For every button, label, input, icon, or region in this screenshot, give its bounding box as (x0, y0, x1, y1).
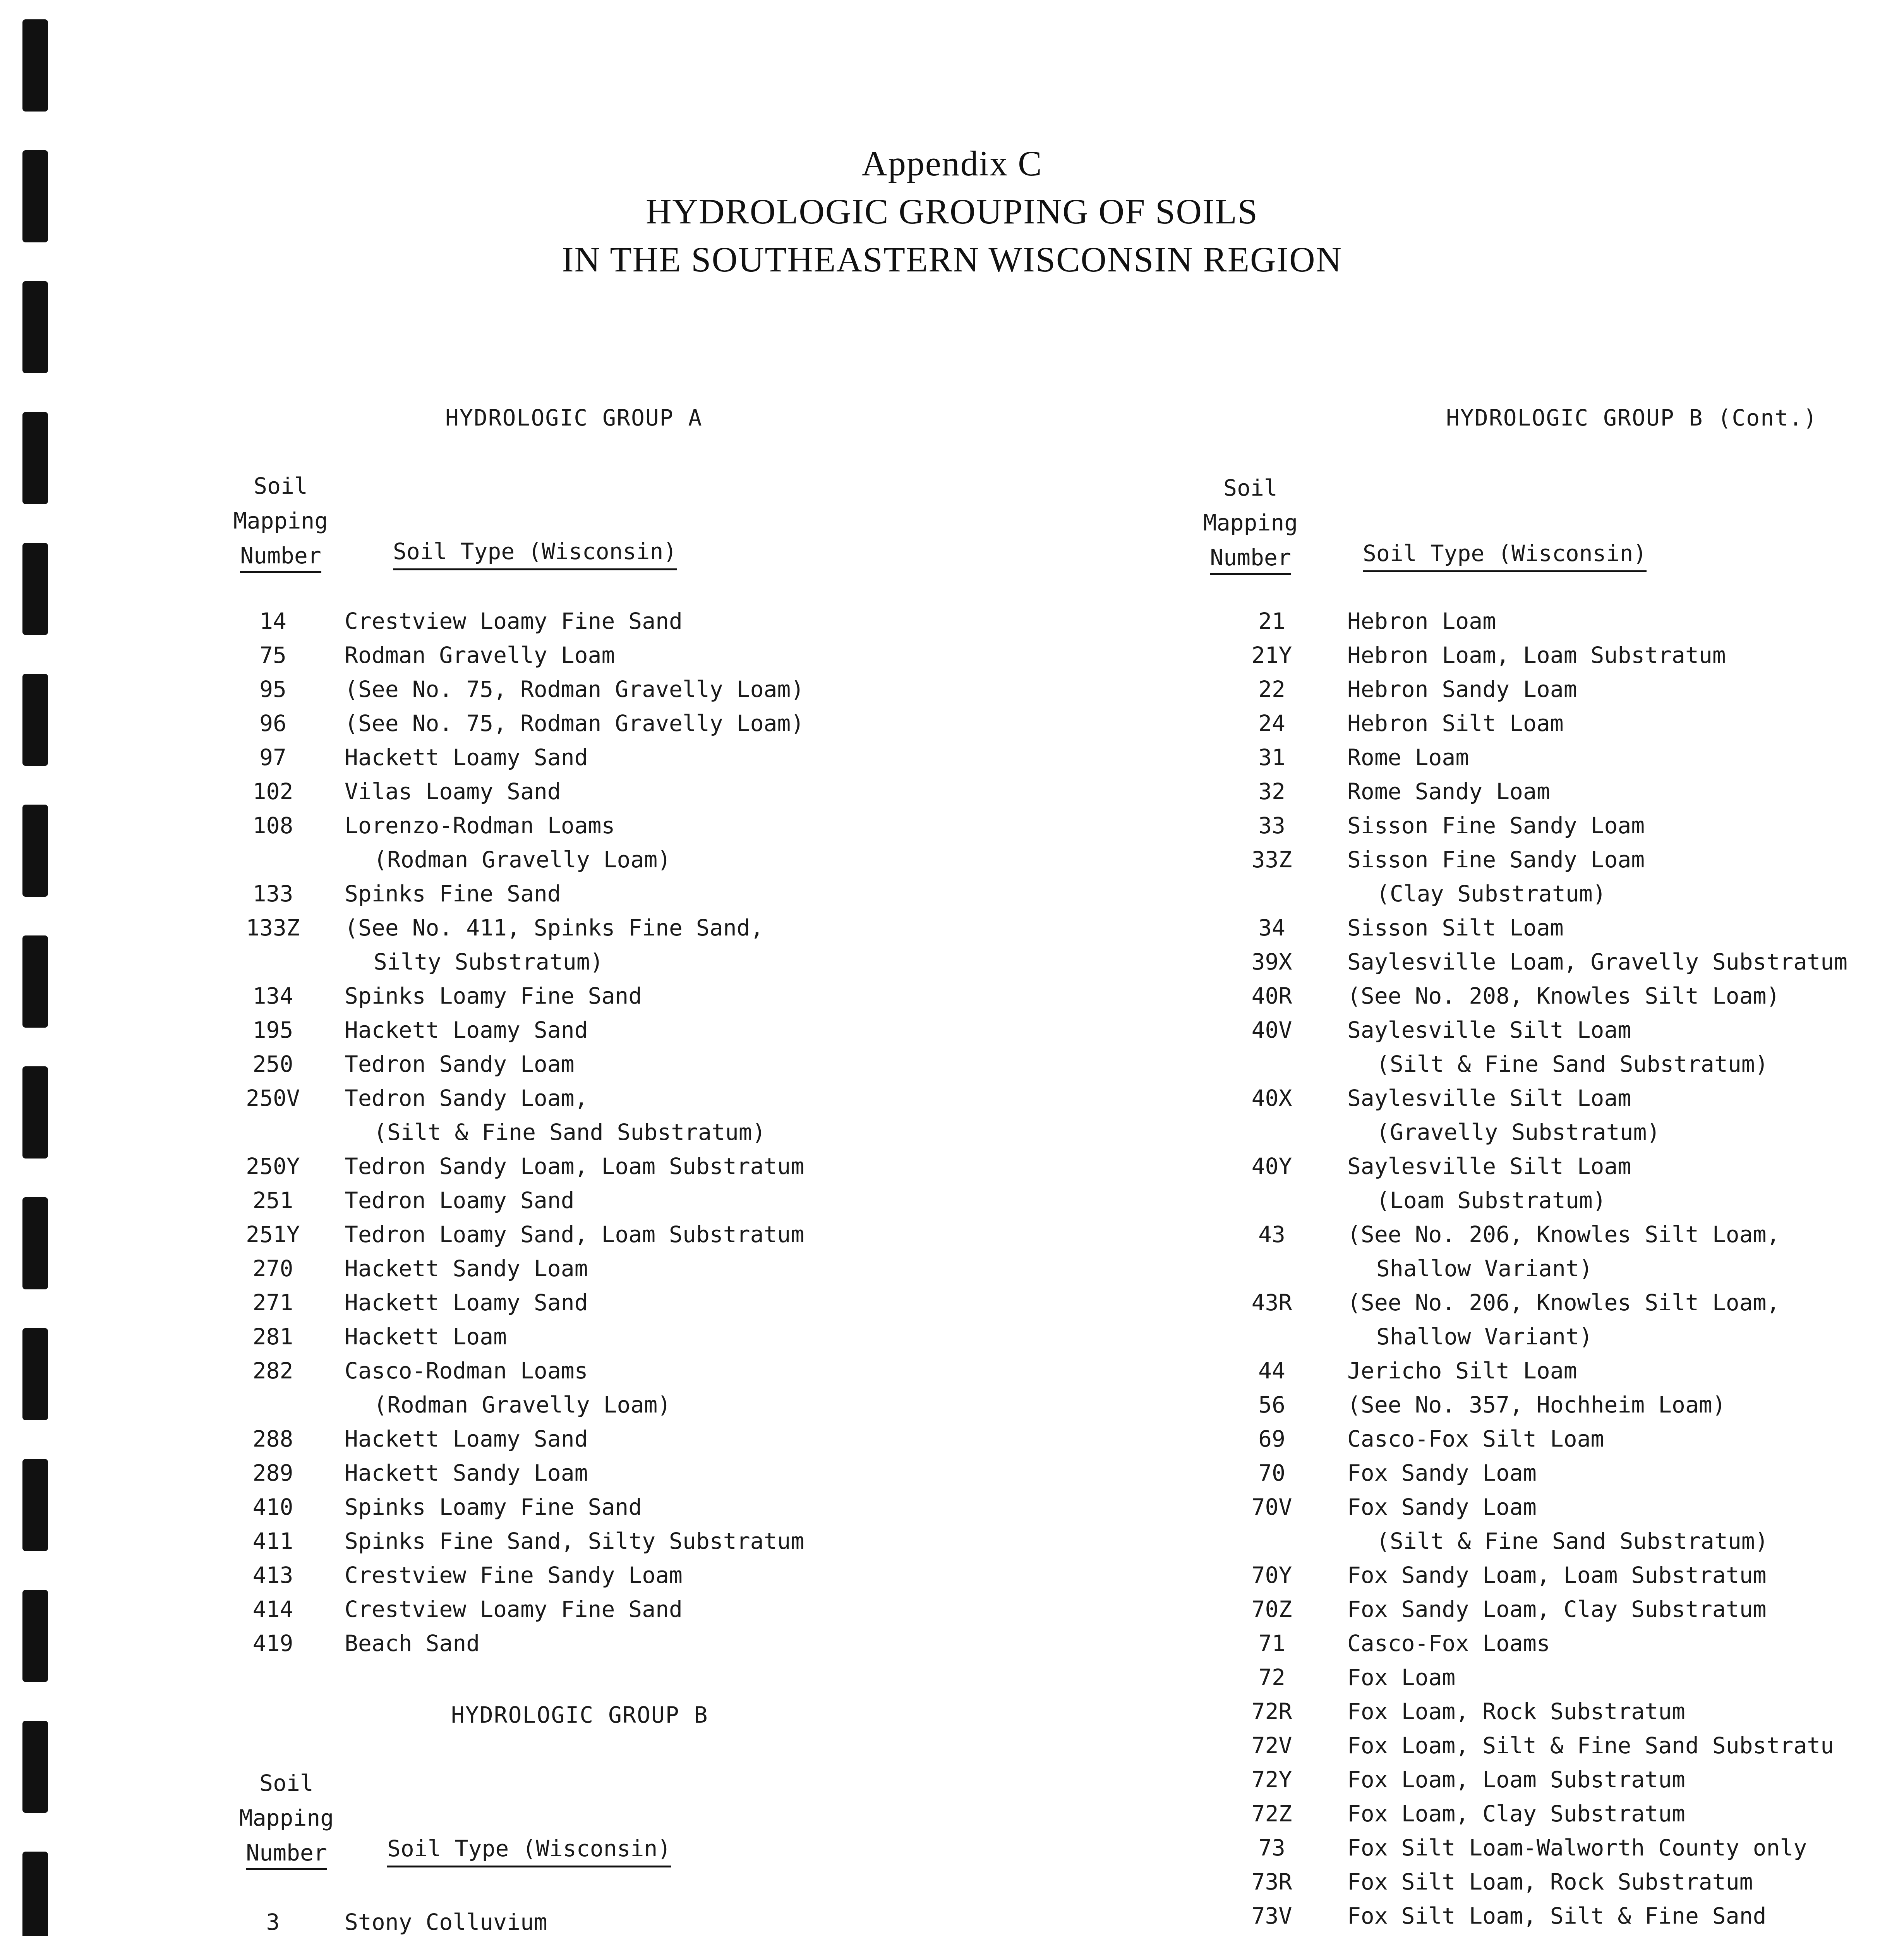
soil-mapping-number: 70V (1251, 1494, 1292, 1520)
soil-mapping-number: 288 (252, 1426, 293, 1452)
soil-mapping-number: 410 (252, 1494, 293, 1520)
soil-row (1231, 1869, 1897, 1903)
soil-mapping-number: 43 (1258, 1221, 1285, 1248)
soil-mapping-number: 40X (1251, 1085, 1292, 1111)
binding-hole (22, 281, 48, 373)
soil-type: Fox Sandy Loam (1347, 1460, 1537, 1486)
soil-type: Saylesville Silt Loam (1347, 1085, 1631, 1111)
number-header-line-1: Soil (259, 1770, 314, 1796)
soil-mapping-number: 72V (1251, 1732, 1292, 1759)
soil-row (1231, 1630, 1897, 1664)
soil-mapping-number: 14 (259, 608, 286, 634)
soil-type: Hebron Loam, Loam Substratum (1347, 642, 1726, 668)
soil-row (1231, 778, 1897, 812)
title-line-2: HYDROLOGIC GROUPING OF SOILS (646, 192, 1258, 231)
soil-row (1231, 1698, 1897, 1732)
soil-type: (See No. 411, Spinks Fine Sand, (345, 915, 764, 941)
soil-type: Tedron Loamy Sand (345, 1187, 575, 1213)
soil-type: Tedron Sandy Loam (345, 1051, 575, 1077)
soil-row (1231, 1800, 1897, 1835)
soil-mapping-number: 133 (252, 880, 293, 907)
soil-type: Hackett Loamy Sand (345, 1289, 588, 1316)
type-header: Soil Type (Wisconsin) (387, 1835, 671, 1867)
soil-type: Hackett Loamy Sand (345, 1426, 588, 1452)
binding-hole (22, 1721, 48, 1813)
soil-type: Fox Loam, Silt & Fine Sand Substratu (1347, 1732, 1834, 1759)
soil-row (232, 1426, 929, 1460)
soil-type: Sisson Fine Sandy Loam (1347, 812, 1645, 839)
soil-type-continuation: (Rodman Gravelly Loam) (374, 846, 671, 873)
soil-mapping-number: 73V (1251, 1903, 1292, 1929)
soil-mapping-number: 414 (252, 1596, 293, 1622)
soil-row (232, 1153, 929, 1187)
soil-mapping-number: 69 (1258, 1426, 1285, 1452)
number-header-line-3: Number (246, 1840, 327, 1870)
soil-type: Beach Sand (345, 1630, 480, 1656)
binding-hole (22, 805, 48, 897)
soil-row (232, 1358, 929, 1392)
binding-hole (22, 19, 48, 112)
soil-type: Saylesville Silt Loam (1347, 1153, 1631, 1179)
soil-row (1231, 1903, 1897, 1936)
soil-row-continuation (1231, 1051, 1897, 1085)
soil-mapping-number: 281 (252, 1323, 293, 1350)
soil-type: Hebron Silt Loam (1347, 710, 1564, 736)
soil-mapping-number: 72R (1251, 1698, 1292, 1725)
binding-hole (22, 1852, 48, 1936)
soil-row (1231, 1766, 1897, 1800)
soil-row (1231, 1494, 1897, 1528)
soil-type-continuation: (Gravelly Substratum) (1376, 1119, 1660, 1145)
soil-row (1231, 1460, 1897, 1494)
soil-row-continuation (1231, 1255, 1897, 1289)
soil-type: Fox Silt Loam, Rock Substratum (1347, 1869, 1753, 1895)
soil-type-continuation: Shallow Variant) (1376, 1255, 1593, 1282)
soil-row (1231, 1017, 1897, 1051)
type-header: Soil Type (Wisconsin) (393, 538, 677, 570)
soil-type: Hackett Loamy Sand (345, 1017, 588, 1043)
soil-type: Casco-Fox Silt Loam (1347, 1426, 1604, 1452)
soil-row (232, 1017, 929, 1051)
soil-mapping-number: 39X (1251, 949, 1292, 975)
soil-row (232, 1255, 929, 1289)
soil-row (232, 608, 929, 642)
group-b-cont-heading: HYDROLOGIC GROUP B (Cont.) (1446, 405, 1818, 431)
binding-hole (22, 543, 48, 635)
soil-row (232, 983, 929, 1017)
soil-row (1231, 676, 1897, 710)
soil-row (1231, 1596, 1897, 1630)
soil-row (232, 1085, 929, 1119)
soil-row (232, 744, 929, 778)
binding-hole (22, 1197, 48, 1289)
soil-type-continuation: (Rodman Gravelly Loam) (374, 1392, 671, 1418)
soil-type: Sisson Fine Sandy Loam (1347, 846, 1645, 873)
soil-mapping-number: 33 (1258, 812, 1285, 839)
soil-row (1231, 1289, 1897, 1323)
soil-type: Crestview Fine Sandy Loam (345, 1562, 683, 1588)
soil-row (232, 1187, 929, 1221)
soil-row (1231, 1392, 1897, 1426)
soil-mapping-number: 31 (1258, 744, 1285, 771)
number-header-line-1: Soil (254, 473, 308, 499)
soil-type: Spinks Loamy Fine Sand (345, 983, 642, 1009)
soil-row-continuation (1231, 1187, 1897, 1221)
soil-row (232, 1596, 929, 1630)
soil-row-continuation (232, 1119, 929, 1153)
group-a-heading: HYDROLOGIC GROUP A (445, 405, 703, 431)
soil-type: Fox Sandy Loam (1347, 1494, 1537, 1520)
soil-type-continuation: (Silt & Fine Sand Substratum) (1376, 1528, 1768, 1554)
soil-mapping-number: 70Z (1251, 1596, 1292, 1622)
soil-type: Jericho Silt Loam (1347, 1358, 1577, 1384)
number-header-line-2: Mapping (233, 508, 328, 534)
soil-mapping-number: 282 (252, 1358, 293, 1384)
soil-type: (See No. 75, Rodman Gravelly Loam) (345, 676, 804, 702)
soil-mapping-number: 70 (1258, 1460, 1285, 1486)
soil-row (232, 642, 929, 676)
soil-type: (See No. 206, Knowles Silt Loam, (1347, 1289, 1780, 1316)
soil-row (232, 915, 929, 949)
soil-row-continuation (232, 846, 929, 880)
soil-mapping-number: 73R (1251, 1869, 1292, 1895)
group-b-number-header (228, 1766, 345, 1870)
soil-row (232, 1909, 929, 1936)
soil-row (232, 676, 929, 710)
soil-type-continuation: (Silt & Fine Sand Substratum) (1376, 1051, 1768, 1077)
group-a-number-header (223, 469, 339, 573)
soil-row (1231, 949, 1897, 983)
soil-mapping-number: 34 (1258, 915, 1285, 941)
soil-type: Casco-Rodman Loams (345, 1358, 588, 1384)
soil-mapping-number: 21 (1258, 608, 1285, 634)
soil-mapping-number: 75 (259, 642, 286, 668)
number-header-line-2: Mapping (1203, 510, 1298, 536)
soil-type: Saylesville Silt Loam (1347, 1017, 1631, 1043)
soil-mapping-number: 96 (259, 710, 286, 736)
soil-type: Hebron Loam (1347, 608, 1496, 634)
soil-type: Fox Loam, Rock Substratum (1347, 1698, 1685, 1725)
soil-mapping-number: 73 (1258, 1835, 1285, 1861)
soil-row (232, 778, 929, 812)
soil-mapping-number: 56 (1258, 1392, 1285, 1418)
soil-row-continuation (232, 949, 929, 983)
soil-type: Hackett Sandy Loam (345, 1460, 588, 1486)
soil-row (1231, 1358, 1897, 1392)
soil-mapping-number: 3 (266, 1909, 280, 1935)
soil-mapping-number: 250 (252, 1051, 293, 1077)
soil-type: Fox Loam (1347, 1664, 1456, 1691)
soil-mapping-number: 40Y (1251, 1153, 1292, 1179)
soil-type: Hackett Sandy Loam (345, 1255, 588, 1282)
soil-mapping-number: 271 (252, 1289, 293, 1316)
soil-type: Stony Colluvium (345, 1909, 547, 1935)
soil-row (1231, 1153, 1897, 1187)
soil-row (1231, 1426, 1897, 1460)
number-header-line-2: Mapping (239, 1805, 334, 1831)
soil-row (1231, 642, 1897, 676)
soil-row-continuation (1231, 1119, 1897, 1153)
soil-mapping-number: 289 (252, 1460, 293, 1486)
soil-type: Fox Silt Loam-Walworth County only (1347, 1835, 1807, 1861)
soil-type: Spinks Fine Sand, Silty Substratum (345, 1528, 804, 1554)
soil-type: Spinks Loamy Fine Sand (345, 1494, 642, 1520)
soil-row (232, 880, 929, 915)
page-title (0, 139, 1904, 283)
soil-type: Tedron Sandy Loam, Loam Substratum (345, 1153, 804, 1179)
group-a-type-header (393, 538, 677, 565)
soil-row (1231, 1732, 1897, 1766)
soil-mapping-number: 419 (252, 1630, 293, 1656)
soil-row-continuation (1231, 1323, 1897, 1358)
soil-type: Fox Loam, Clay Substratum (1347, 1800, 1685, 1827)
binding-holes (22, 0, 53, 1936)
soil-type: Vilas Loamy Sand (345, 778, 561, 805)
soil-mapping-number: 134 (252, 983, 293, 1009)
soil-type-continuation: (Loam Substratum) (1376, 1187, 1606, 1213)
binding-hole (22, 935, 48, 1028)
soil-type: Saylesville Loam, Gravelly Substratum (1347, 949, 1848, 975)
soil-type: Fox Silt Loam, Silt & Fine Sand (1347, 1903, 1767, 1929)
soil-type: Fox Loam, Loam Substratum (1347, 1766, 1685, 1793)
title-line-1: Appendix C (861, 144, 1043, 183)
group-b-type-header (387, 1835, 671, 1862)
soil-mapping-number: 250Y (246, 1153, 300, 1179)
soil-type-continuation: Silty Substratum) (374, 949, 604, 975)
soil-mapping-number: 95 (259, 676, 286, 702)
soil-row-continuation (1231, 880, 1897, 915)
type-header: Soil Type (Wisconsin) (1363, 540, 1647, 572)
soil-mapping-number: 70Y (1251, 1562, 1292, 1588)
soil-type-continuation: Shallow Variant) (1376, 1323, 1593, 1350)
group-b-heading: HYDROLOGIC GROUP B (451, 1702, 708, 1728)
soil-mapping-number: 32 (1258, 778, 1285, 805)
soil-type: (See No. 357, Hochheim Loam) (1347, 1392, 1726, 1418)
soil-type: Hackett Loamy Sand (345, 744, 588, 771)
soil-row (232, 1323, 929, 1358)
binding-hole (22, 1459, 48, 1551)
soil-row (232, 1051, 929, 1085)
group-b-cont-number-header (1192, 470, 1309, 575)
binding-hole (22, 1590, 48, 1682)
soil-mapping-number: 108 (252, 812, 293, 839)
soil-row (1231, 608, 1897, 642)
soil-type: Casco-Fox Loams (1347, 1630, 1550, 1656)
soil-row (232, 1460, 929, 1494)
title-line-3: IN THE SOUTHEASTERN WISCONSIN REGION (562, 240, 1342, 279)
soil-type-continuation: (Clay Substratum) (1376, 880, 1606, 907)
soil-mapping-number: 251Y (246, 1221, 300, 1248)
soil-type: Rodman Gravelly Loam (345, 642, 615, 668)
soil-mapping-number: 72Z (1251, 1800, 1292, 1827)
soil-mapping-number: 102 (252, 778, 293, 805)
soil-mapping-number: 195 (252, 1017, 293, 1043)
group-b-list (232, 1909, 929, 1936)
soil-row-continuation (232, 1392, 929, 1426)
soil-type: Fox Sandy Loam, Clay Substratum (1347, 1596, 1767, 1622)
soil-type: Spinks Fine Sand (345, 880, 561, 907)
soil-row (1231, 1562, 1897, 1596)
soil-row (232, 1289, 929, 1323)
soil-type: (See No. 208, Knowles Silt Loam) (1347, 983, 1780, 1009)
soil-mapping-number: 411 (252, 1528, 293, 1554)
soil-mapping-number: 72 (1258, 1664, 1285, 1691)
soil-mapping-number: 24 (1258, 710, 1285, 736)
number-header-line-3: Number (240, 542, 321, 573)
soil-mapping-number: 72Y (1251, 1766, 1292, 1793)
soil-row (232, 812, 929, 846)
number-header-line-3: Number (1210, 544, 1291, 575)
soil-mapping-number: 270 (252, 1255, 293, 1282)
soil-mapping-number: 33Z (1251, 846, 1292, 873)
soil-row (1231, 1221, 1897, 1255)
soil-type: (See No. 206, Knowles Silt Loam, (1347, 1221, 1780, 1248)
soil-row (1231, 1835, 1897, 1869)
soil-mapping-number: 413 (252, 1562, 293, 1588)
soil-mapping-number: 71 (1258, 1630, 1285, 1656)
soil-type: Tedron Loamy Sand, Loam Substratum (345, 1221, 804, 1248)
soil-mapping-number: 40V (1251, 1017, 1292, 1043)
soil-type: Tedron Sandy Loam, (345, 1085, 588, 1111)
soil-row (232, 710, 929, 744)
soil-mapping-number: 97 (259, 744, 286, 771)
soil-type: Rome Loam (1347, 744, 1469, 771)
soil-row (232, 1562, 929, 1596)
group-a-list (232, 608, 929, 1664)
soil-row (1231, 983, 1897, 1017)
soil-row (1231, 1664, 1897, 1698)
soil-type: Crestview Loamy Fine Sand (345, 1596, 683, 1622)
soil-type: Lorenzo-Rodman Loams (345, 812, 615, 839)
soil-row (1231, 744, 1897, 778)
soil-type: (See No. 75, Rodman Gravelly Loam) (345, 710, 804, 736)
soil-row (1231, 1085, 1897, 1119)
soil-mapping-number: 21Y (1251, 642, 1292, 668)
soil-mapping-number: 40R (1251, 983, 1292, 1009)
binding-hole (22, 674, 48, 766)
soil-row (1231, 846, 1897, 880)
binding-hole (22, 1066, 48, 1159)
number-header-line-1: Soil (1223, 475, 1278, 501)
soil-row (232, 1494, 929, 1528)
soil-type: Hebron Sandy Loam (1347, 676, 1577, 702)
soil-type: Fox Sandy Loam, Loam Substratum (1347, 1562, 1767, 1588)
binding-hole (22, 412, 48, 504)
soil-mapping-number: 44 (1258, 1358, 1285, 1384)
binding-hole (22, 1328, 48, 1420)
soil-row (1231, 710, 1897, 744)
soil-row (1231, 915, 1897, 949)
soil-row (232, 1630, 929, 1664)
soil-row (1231, 812, 1897, 846)
soil-mapping-number: 251 (252, 1187, 293, 1213)
group-b-cont-type-header (1363, 540, 1647, 566)
soil-type-continuation: (Silt & Fine Sand Substratum) (374, 1119, 766, 1145)
soil-row-continuation (1231, 1528, 1897, 1562)
soil-type: Sisson Silt Loam (1347, 915, 1564, 941)
soil-type: Crestview Loamy Fine Sand (345, 608, 683, 634)
soil-type: Rome Sandy Loam (1347, 778, 1550, 805)
soil-row (232, 1221, 929, 1255)
soil-type: Hackett Loam (345, 1323, 507, 1350)
soil-mapping-number: 250V (246, 1085, 300, 1111)
group-b-cont-list (1231, 608, 1897, 1936)
soil-mapping-number: 43R (1251, 1289, 1292, 1316)
soil-mapping-number: 133Z (246, 915, 300, 941)
soil-mapping-number: 22 (1258, 676, 1285, 702)
soil-row (232, 1528, 929, 1562)
